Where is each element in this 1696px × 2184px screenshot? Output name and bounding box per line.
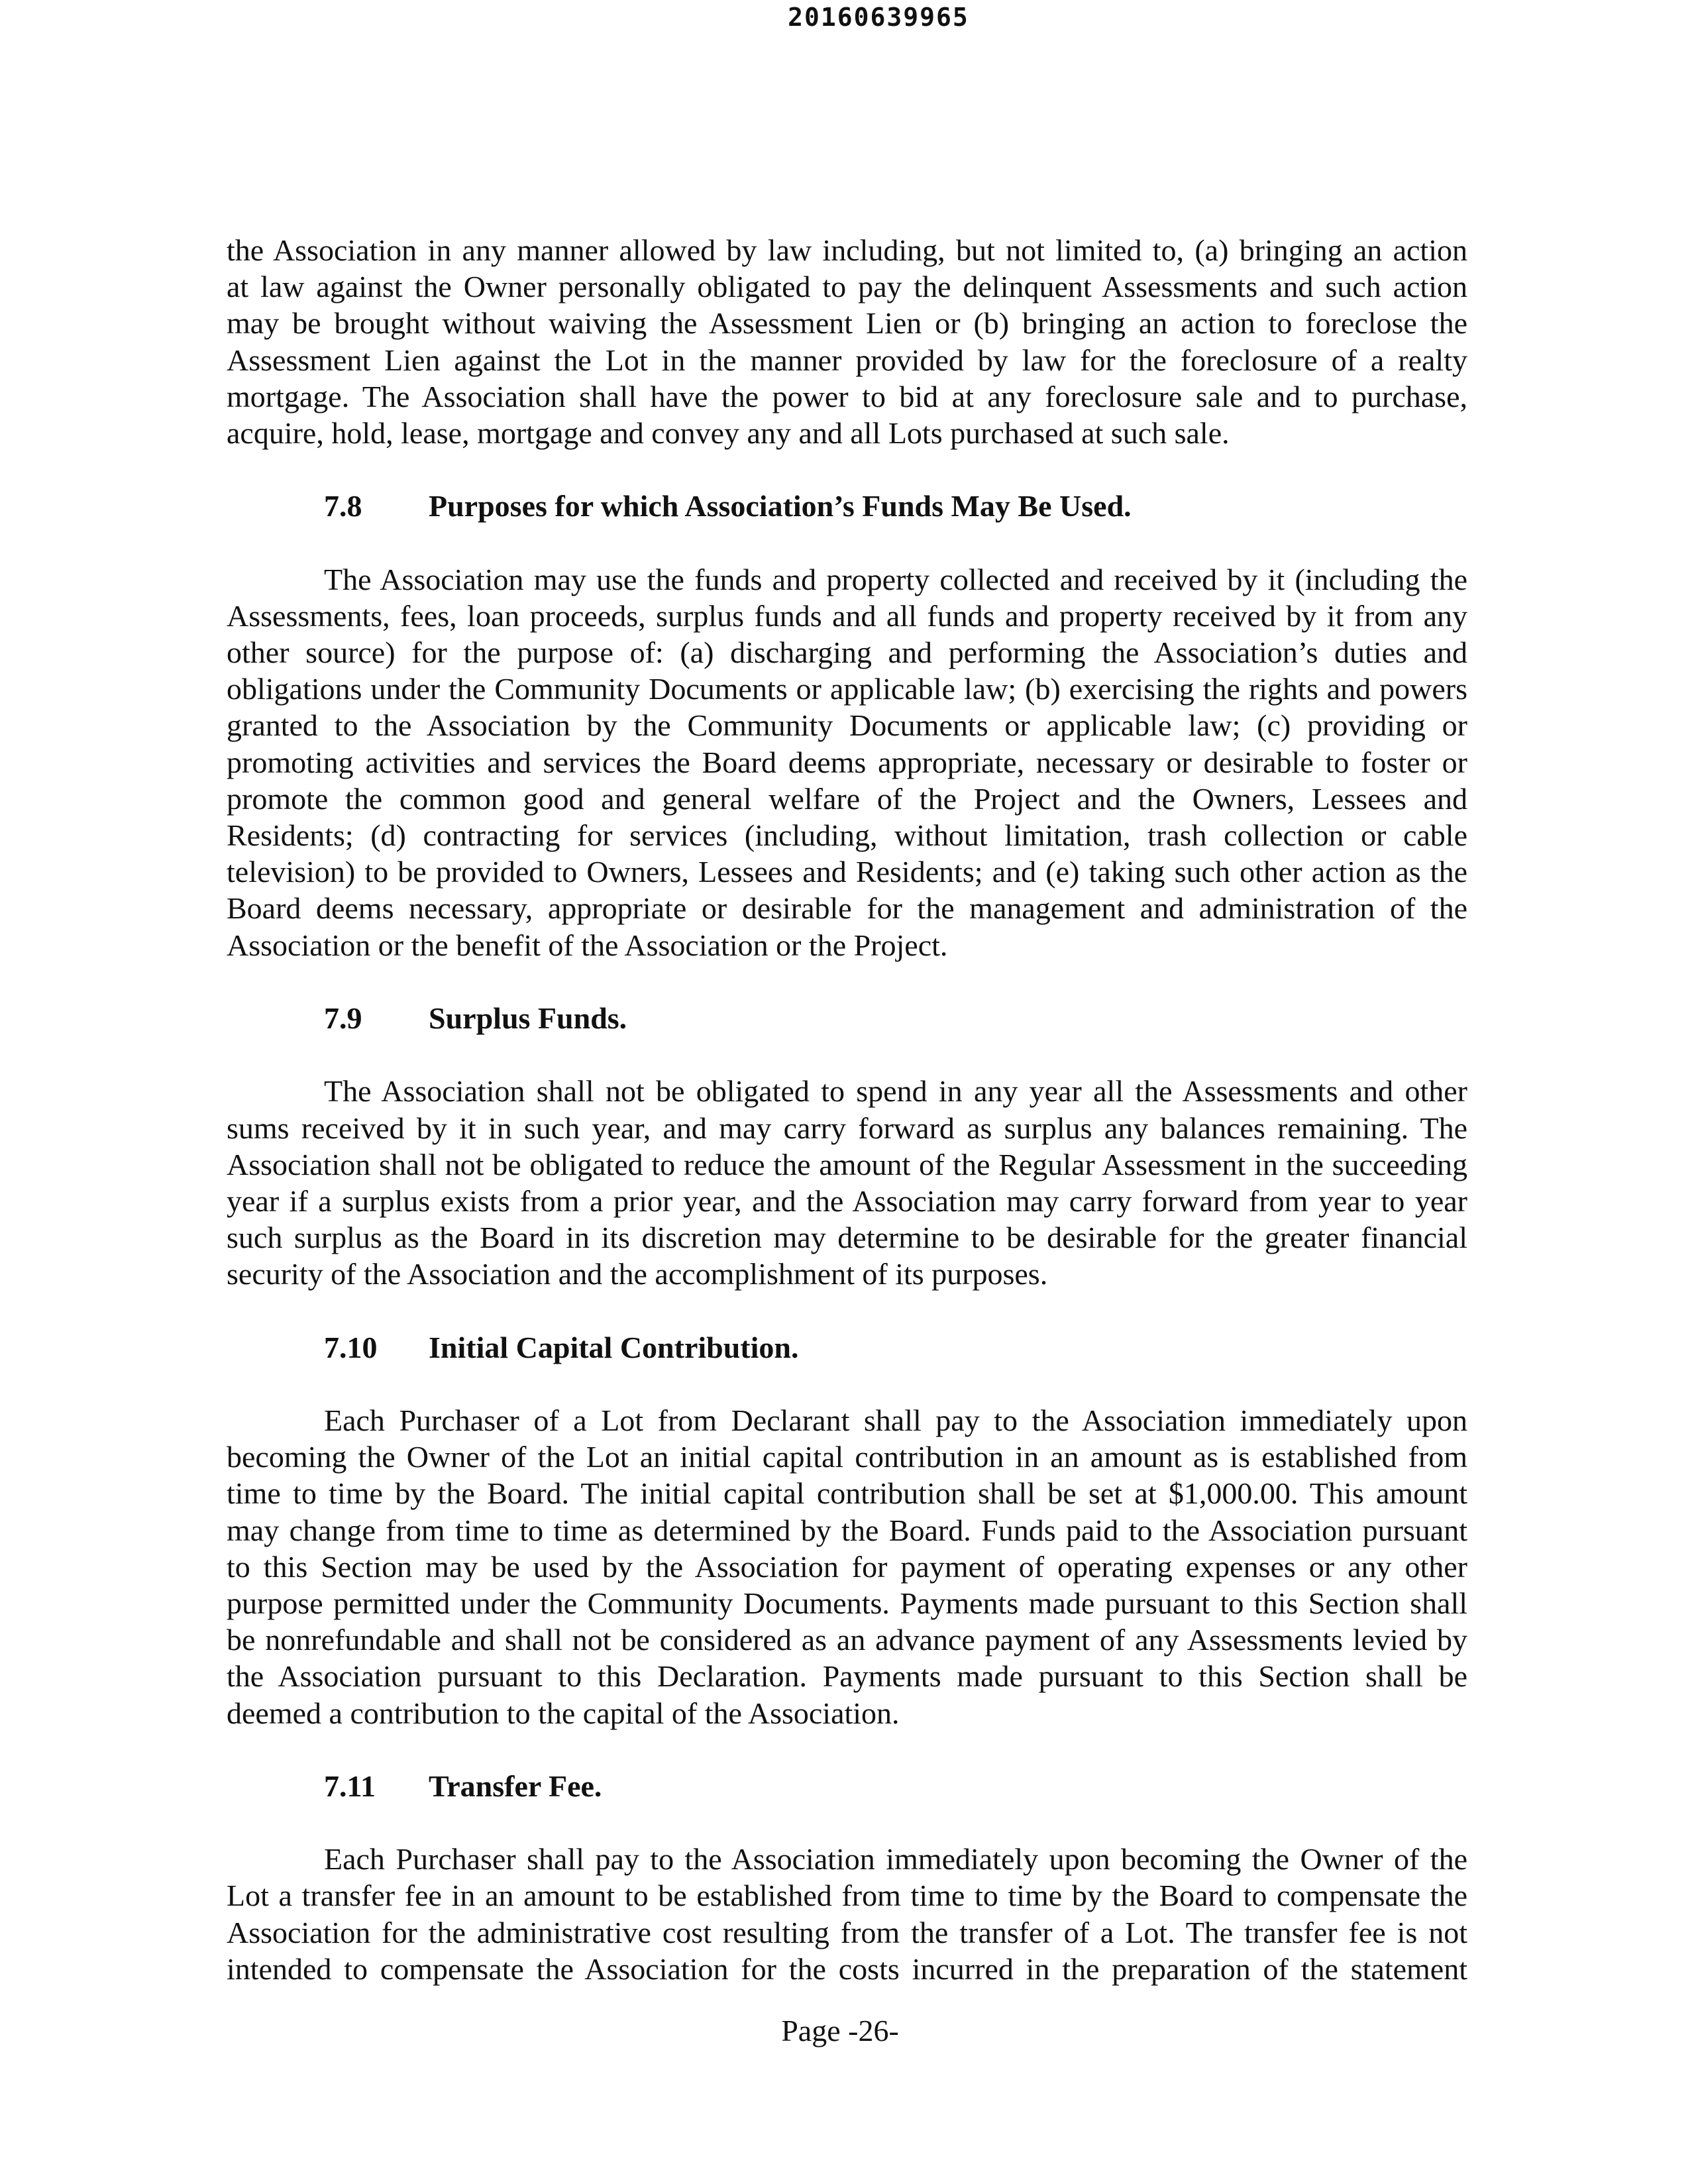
section-number: 7.8 [324,489,362,523]
text-line: Assessment Lien against the Lot in the manner provided by law for the foreclosure of a realty [227,343,1467,377]
text-line: security of the Association and the accomplishment of its purposes. [227,1257,1048,1291]
paragraph [227,561,1467,963]
text-line: time to time by the Board. The initial capital contribution shall be set at $1,000.00. This amount [227,1476,1467,1511]
text-line: at law against the Owner personally obligated to pay the delinquent Assessments and such action [227,270,1467,304]
text-line: mortgage. The Association shall have the power to bid at any foreclosure sale and to purchase, [227,379,1467,413]
text-line: promoting activities and services the Board deems appropriate, necessary or desirable to foster or [227,745,1467,779]
text-line: year if a surplus exists from a prior year, and the Association may carry forward from year to year [227,1183,1467,1218]
text-line: Each Purchaser of a Lot from Declarant shall pay to the Association immediately upon [324,1403,1467,1437]
section-number: 7.9 [324,1001,362,1035]
section-heading [227,1768,1467,1804]
text-line: Assessments, fees, loan proceeds, surplus funds and all funds and property received by it from any [227,598,1467,633]
text-line: intended to compensate the Association for the costs incurred in the preparation of the statement [227,1951,1467,1986]
text-line: The Association shall not be obligated to spend in any year all the Assessments and other [324,1074,1467,1109]
section-title: Surplus Funds. [429,1001,627,1035]
document-body [227,232,1467,1987]
section-number: 7.10 [324,1330,378,1364]
paragraph [227,1402,1467,1731]
text-line: Residents; (d) contracting for services (including, without limitation, trash collection or cable [227,818,1467,852]
page-number: Page -26- [781,2014,899,2048]
section-heading [227,488,1467,524]
text-line: may be brought without waiving the Assessment Lien or (b) bringing an action to foreclose the [227,306,1467,341]
text-line: purpose permitted under the Community Documents. Payments made pursuant to this Section shall [227,1586,1467,1620]
text-line: sums received by it in such year, and may carry forward as surplus any balances remaining. The [227,1111,1467,1145]
text-line: the Association in any manner allowed by law including, but not limited to, (a) bringing an action [227,233,1467,267]
text-line: Association for the administrative cost resulting from the transfer of a Lot. The transfer fee is not [227,1915,1467,1949]
paragraph [227,1073,1467,1292]
text-line: becoming the Owner of the Lot an initial capital contribution in an amount as is established from [227,1440,1467,1474]
section-heading [227,1000,1467,1036]
paragraph [227,232,1467,451]
text-line: other source) for the purpose of: (a) discharging and performing the Association’s duties and [227,635,1467,670]
text-line: The Association may use the funds and property collected and received by it (including the [324,562,1467,596]
document-number: 20160639965 [788,3,969,32]
text-line: the Association pursuant to this Declaration. Payments made pursuant to this Section shall be [227,1659,1467,1694]
text-line: such surplus as the Board in its discretion may determine to be desirable for the greater financial [227,1221,1467,1255]
text-line: Association or the benefit of the Association or the Project. [227,928,948,962]
text-line: television) to be provided to Owners, Lessees and Residents; and (e) taking such other action as the [227,855,1467,889]
text-line: acquire, hold, lease, mortgage and convey any and all Lots purchased at such sale. [227,415,1230,450]
text-line: may change from time to time as determined by the Board. Funds paid to the Association pursuant [227,1513,1467,1547]
text-line: obligations under the Community Documents or applicable law; (b) exercising the rights and powers [227,672,1467,706]
text-line: to this Section may be used by the Association for payment of operating expenses or any other [227,1549,1467,1584]
section-title: Purposes for which Association’s Funds May Be Used. [429,489,1132,523]
text-line: granted to the Association by the Community Documents or applicable law; (c) providing or [227,708,1467,743]
text-line: be nonrefundable and shall not be considered as an advance payment of any Assessments levied by [227,1623,1467,1657]
text-line: deemed a contribution to the capital of the Association. [227,1696,900,1730]
text-line: Each Purchaser shall pay to the Association immediately upon becoming the Owner of the [324,1842,1467,1877]
text-line: promote the common good and general welfare of the Project and the Owners, Lessees and [227,781,1467,816]
text-line: Lot a transfer fee in an amount to be established from time to time by the Board to compensate the [227,1879,1467,1913]
section-number: 7.11 [324,1769,376,1803]
section-title: Transfer Fee. [429,1769,602,1803]
text-line: Board deems necessary, appropriate or desirable for the management and administration of the [227,891,1467,926]
paragraph [227,1841,1467,1987]
section-title: Initial Capital Contribution. [429,1330,799,1364]
text-line: Association shall not be obligated to reduce the amount of the Regular Assessment in the succeeding [227,1147,1467,1181]
section-heading [227,1329,1467,1366]
